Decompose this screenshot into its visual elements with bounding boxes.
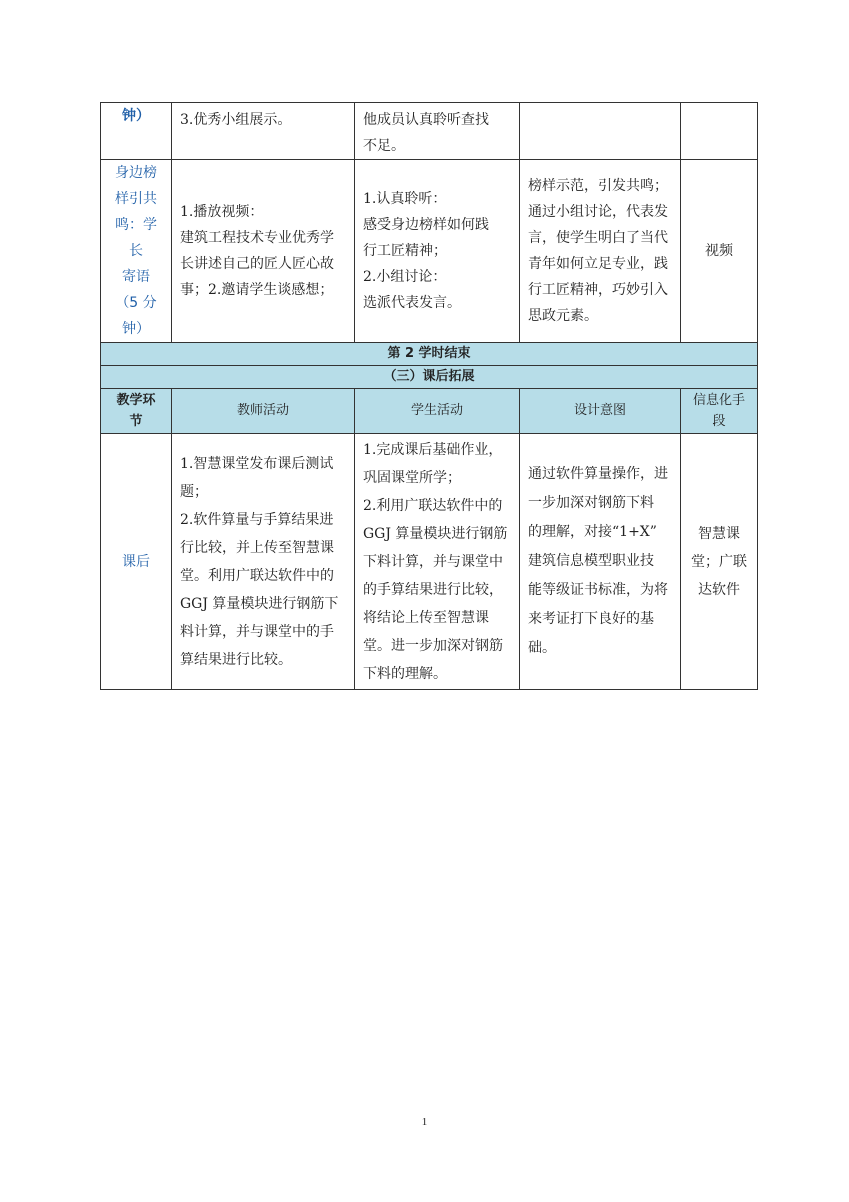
- student-activity-cell: 他成员认真聆听查找 不足。: [355, 103, 520, 160]
- stage-cell: 身边榜 样引共 鸣：学长 寄语 （5 分 钟）: [101, 160, 172, 343]
- header-stage: 教学环 节: [101, 389, 172, 434]
- info-means-cell: 智慧课 堂；广联 达软件: [681, 434, 758, 690]
- lesson-plan-table: [100, 102, 758, 690]
- student-activity-cell: 1.认真聆听： 感受身边榜样如何践 行工匠精神； 2.小组讨论： 选派代表发言。: [355, 160, 520, 343]
- table-header-row: [101, 389, 758, 434]
- stage-cell: 课后: [101, 434, 172, 690]
- table-row-after-class: [101, 434, 758, 690]
- section-title-banner: （三）课后拓展: [101, 366, 758, 389]
- teacher-activity-cell: 1.播放视频： 建筑工程技术专业优秀学 长讲述自己的匠人匠心故 事；2.邀请学生谈感想；: [172, 160, 355, 343]
- teacher-activity-cell: 1.智慧课堂发布课后测试 题； 2.软件算量与手算结果进 行比较，并上传至智慧课 堂。利用广联达软件中的 GGJ 算量模块进行钢筋下 料计算，并与课堂中的手 算结果进行比较。: [172, 434, 355, 690]
- page-number: 1: [421, 1116, 428, 1128]
- info-means-cell: 视频: [681, 160, 758, 343]
- table-row-role-model: [101, 160, 758, 343]
- table-row-previous: [101, 103, 758, 160]
- session-end-banner: 第 2 学时结束: [101, 343, 758, 366]
- stage-cell: 钟）: [101, 103, 172, 160]
- header-student-activity: 学生活动: [355, 389, 520, 434]
- design-intent-cell: 榜样示范，引发共鸣； 通过小组讨论，代表发 言，使学生明白了当代 青年如何立足专业，践 行工匠精神，巧妙引入 思政元素。: [520, 160, 681, 343]
- teacher-activity-cell: 3.优秀小组展示。: [172, 103, 355, 160]
- banner-row-end: [101, 343, 758, 366]
- info-means-cell: [681, 103, 758, 160]
- student-activity-cell: 1.完成课后基础作业， 巩固课堂所学； 2.利用广联达软件中的 GGJ 算量模块进行钢筋 下料计算，并与课堂中 的手算结果进行比较， 将结论上传至智慧课 堂。进一步加深对钢筋 下料的理解。: [355, 434, 520, 690]
- banner-row-section: [101, 366, 758, 389]
- header-teacher-activity: 教师活动: [172, 389, 355, 434]
- design-intent-cell: [520, 103, 681, 160]
- header-info-means: 信息化手 段: [681, 389, 758, 434]
- design-intent-cell: 通过软件算量操作，进 一步加深对钢筋下料 的理解，对接“1+X” 建筑信息模型职业技 能等级证书标准，为将 来考证打下良好的基 础。: [520, 434, 681, 690]
- header-design-intent: 设计意图: [520, 389, 681, 434]
